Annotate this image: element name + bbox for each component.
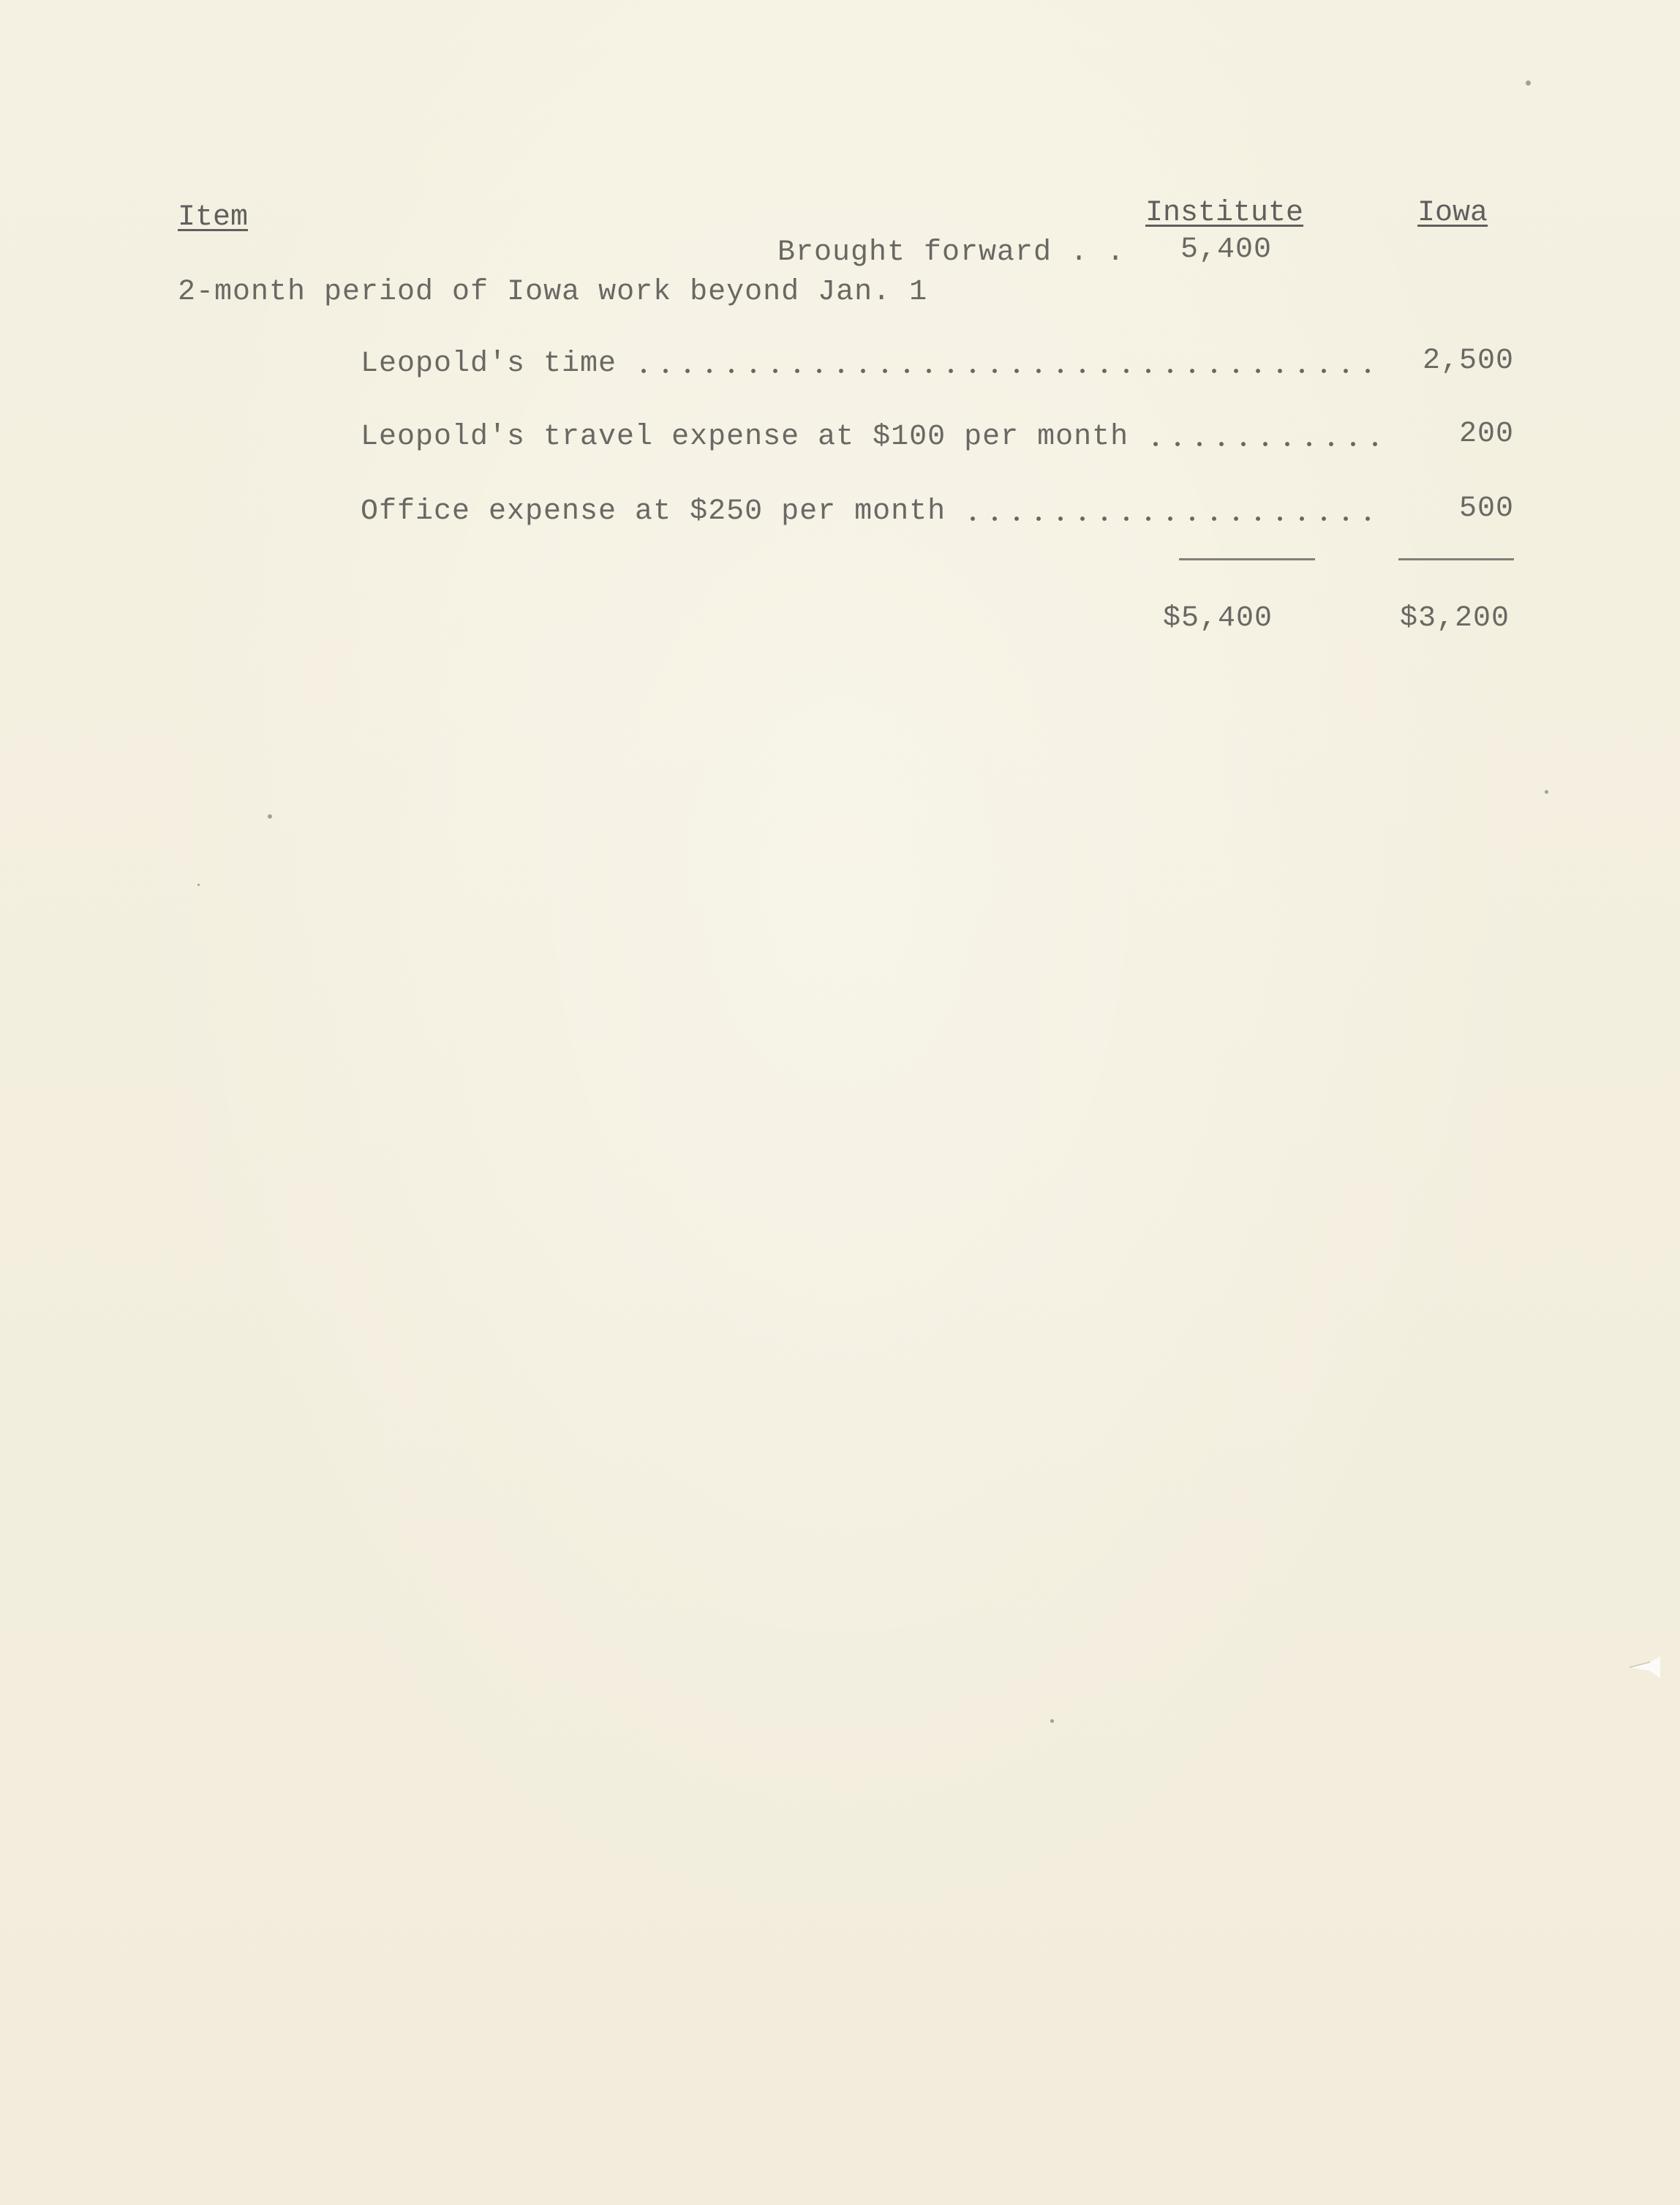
leader-dots [633,369,1379,373]
row-iowa-value: 500 [1458,492,1514,525]
leader-dots [1145,442,1379,446]
row-label: Leopold's travel expense at $100 per month [361,421,1129,454]
institute-sum-rule [1179,558,1315,560]
paper-edge-mark [1628,1655,1662,1680]
row-iowa-value: 2,500 [1422,345,1514,377]
row-label: Leopold's time [361,348,617,380]
paper-speck [1545,790,1548,794]
paper-speck [1050,1719,1054,1723]
section-title: 2-month period of Iowa work beyond Jan. 1 [178,276,928,309]
leader-dots [962,516,1379,521]
iowa-header: Iowa [1417,197,1488,230]
iowa-sum-rule [1398,558,1514,560]
paper-speck [1526,80,1531,86]
brought-forward-institute-value: 5,400 [1180,233,1273,266]
row-iowa-value: 200 [1458,418,1514,451]
institute-header: Institute [1145,197,1304,230]
paper-speck [268,814,272,819]
row-label: Office expense at $250 per month [361,495,946,528]
institute-total: $5,400 [1163,602,1273,635]
paper-speck [197,884,200,886]
item-header: Item [178,201,249,234]
iowa-total: $3,200 [1400,602,1510,635]
brought-forward-label: Brought forward . . [777,236,1126,269]
